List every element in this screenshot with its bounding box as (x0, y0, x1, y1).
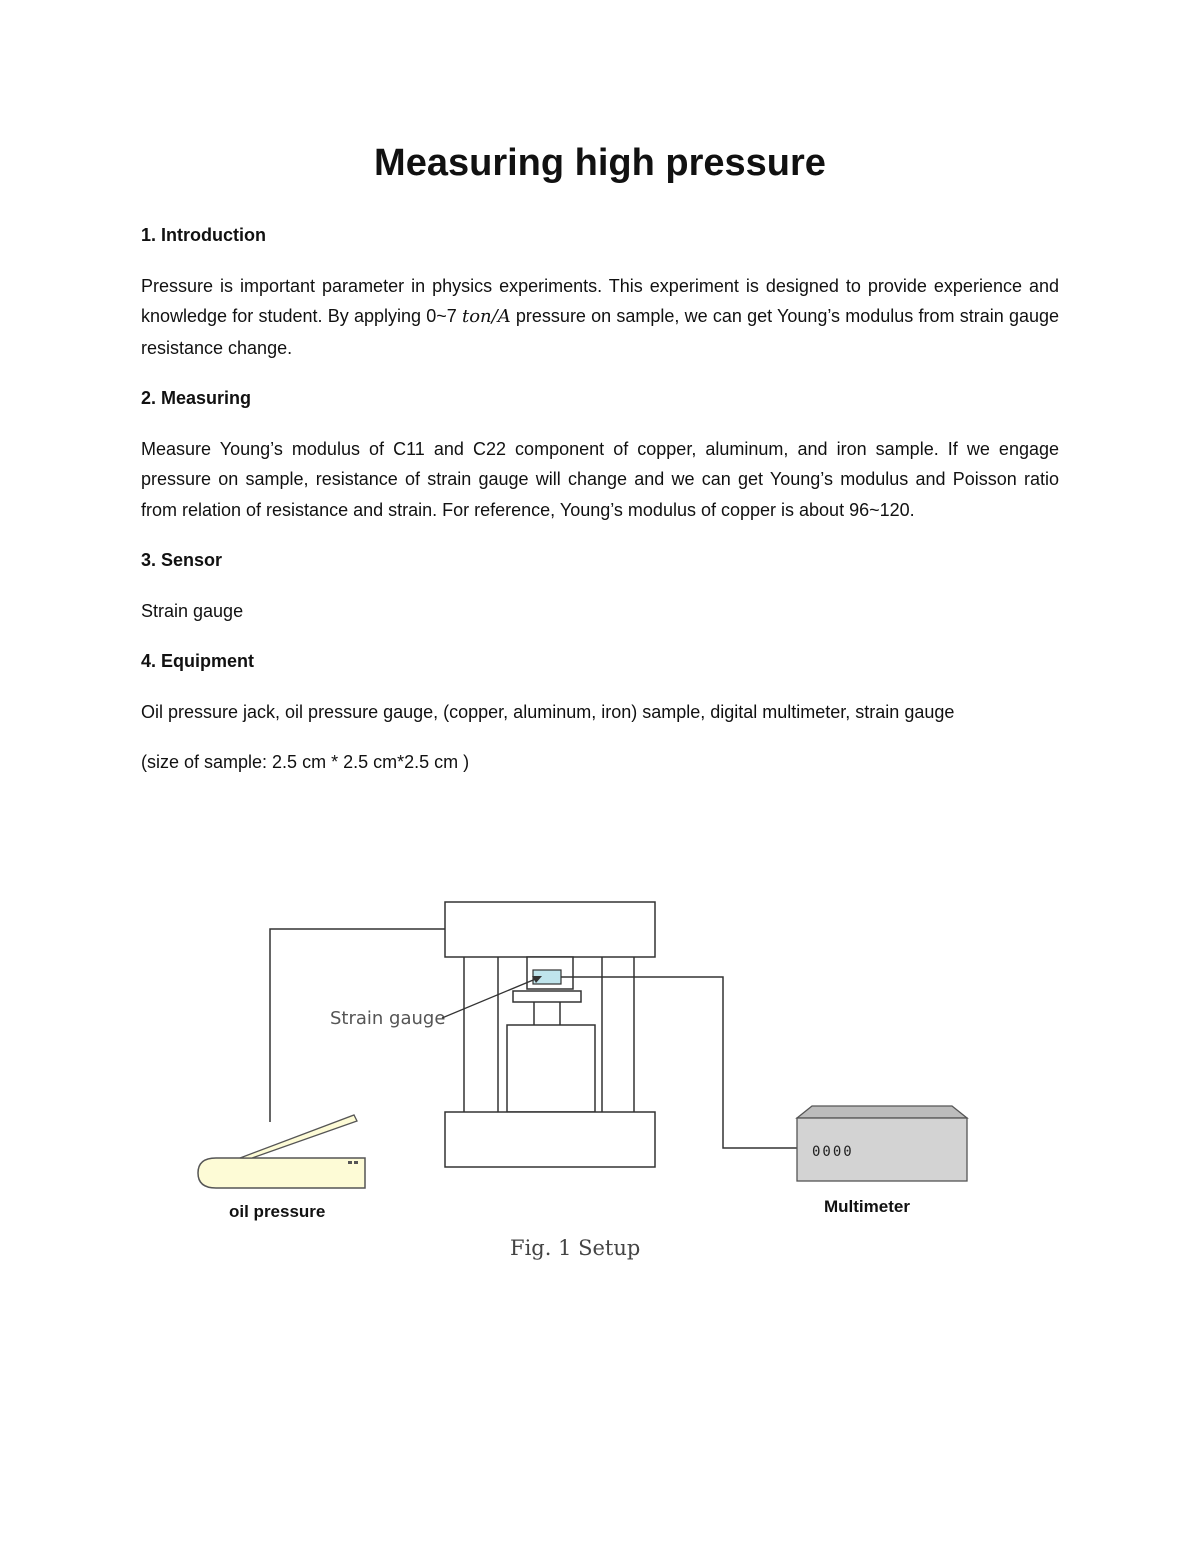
hydraulic-cylinder (507, 1025, 595, 1112)
press-top-plate (445, 902, 655, 957)
pressure-unit-math: ton/A (461, 306, 511, 327)
strain-gauge-label: Strain gauge (330, 1008, 446, 1029)
figure-caption: Fig. 1 Setup (510, 1236, 641, 1260)
setup-figure (190, 890, 990, 1270)
press-base (445, 1112, 655, 1167)
page-title: Measuring high pressure (374, 142, 826, 184)
oil-jack-indicator-1 (348, 1161, 352, 1164)
introduction-text-before: Pressure is important parameter in physics experiments. This experiment is designed to provide experience and knowledge for student. By applying 0~7 (141, 275, 1059, 326)
oil-jack-body (198, 1158, 365, 1188)
section-heading-sensor: 3. Sensor (141, 550, 223, 570)
sensor-paragraph: Strain gauge (141, 600, 244, 621)
document-body (141, 220, 1059, 778)
introduction-paragraph (141, 271, 1059, 364)
section-heading-measuring: 2. Measuring (141, 388, 252, 408)
oil-pressure-label: oil pressure (229, 1202, 326, 1221)
oil-jack-handle (240, 1115, 357, 1158)
multimeter-label: Multimeter (824, 1197, 910, 1216)
multimeter-top (797, 1106, 967, 1118)
section-heading-introduction: 1. Introduction (141, 225, 266, 245)
section-heading-equipment: 4. Equipment (141, 651, 255, 671)
introduction-text-after: pressure on sample, we can get Young’s modulus from strain gauge resistance change. (141, 306, 1059, 358)
equipment-paragraph: Oil pressure jack, oil pressure gauge, (copper, aluminum, iron) sample, digital multimeter, strain gauge (141, 701, 955, 722)
measuring-paragraph: Measure Young’s modulus of C11 and C22 component of copper, aluminum, and iron sample. If we engage pressure on sample, resistance of strain gauge will change and we can get Young’s modulus and Poisson ratio from relation of resistance and strain. For reference, Young’s modulus of copper is about 96~120. (141, 438, 1059, 520)
setup-diagram (190, 890, 990, 1270)
sample-size-note: (size of sample: 2.5 cm * 2.5 cm*2.5 cm ) (141, 752, 470, 772)
press-lower-plate (513, 991, 581, 1002)
oil-jack-indicator-2 (354, 1161, 358, 1164)
multimeter-display: 0000 (812, 1144, 854, 1160)
